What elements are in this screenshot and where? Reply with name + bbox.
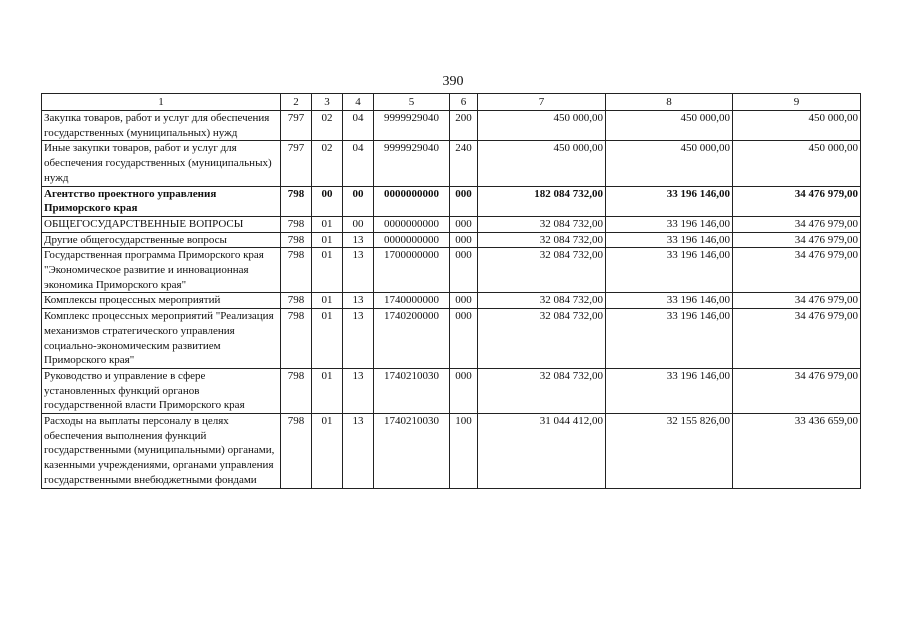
amount-col-9: 34 476 979,00 <box>733 368 861 413</box>
amount-col-7: 32 084 732,00 <box>478 368 606 413</box>
table-row <box>42 293 861 309</box>
section-code: 01 <box>312 232 343 248</box>
section-code: 02 <box>312 141 343 186</box>
target-article-code: 1740000000 <box>374 293 450 309</box>
ministry-code: 797 <box>281 141 312 186</box>
header-cell-1: 1 <box>42 94 281 111</box>
target-article-code: 1740200000 <box>374 309 450 369</box>
section-code: 01 <box>312 414 343 489</box>
amount-col-8: 33 196 146,00 <box>606 293 733 309</box>
amount-col-7: 450 000,00 <box>478 141 606 186</box>
amount-col-8: 33 196 146,00 <box>606 248 733 293</box>
expense-type-code: 000 <box>450 248 478 293</box>
table-row <box>42 368 861 413</box>
header-cell-4: 4 <box>343 94 374 111</box>
subsection-code: 00 <box>343 216 374 232</box>
amount-col-7: 32 084 732,00 <box>478 293 606 309</box>
expense-type-code: 200 <box>450 111 478 141</box>
header-cell-8: 8 <box>606 94 733 111</box>
budget-table <box>41 93 861 489</box>
target-article-code: 9999929040 <box>374 111 450 141</box>
expense-name: Агентство проектного управления Приморского края <box>42 186 281 216</box>
subsection-code: 13 <box>343 309 374 369</box>
ministry-code: 797 <box>281 111 312 141</box>
target-article-code: 9999929040 <box>374 141 450 186</box>
amount-col-9: 34 476 979,00 <box>733 216 861 232</box>
ministry-code: 798 <box>281 186 312 216</box>
target-article-code: 0000000000 <box>374 232 450 248</box>
target-article-code: 0000000000 <box>374 216 450 232</box>
amount-col-7: 182 084 732,00 <box>478 186 606 216</box>
amount-col-9: 34 476 979,00 <box>733 293 861 309</box>
section-code: 00 <box>312 186 343 216</box>
amount-col-7: 32 084 732,00 <box>478 216 606 232</box>
ministry-code: 798 <box>281 293 312 309</box>
expense-name: ОБЩЕГОСУДАРСТВЕННЫЕ ВОПРОСЫ <box>42 216 281 232</box>
header-cell-2: 2 <box>281 94 312 111</box>
table-row <box>42 414 861 489</box>
table-row <box>42 111 861 141</box>
amount-col-9: 34 476 979,00 <box>733 186 861 216</box>
ministry-code: 798 <box>281 232 312 248</box>
amount-col-7: 450 000,00 <box>478 111 606 141</box>
ministry-code: 798 <box>281 248 312 293</box>
expense-type-code: 000 <box>450 309 478 369</box>
header-cell-9: 9 <box>733 94 861 111</box>
amount-col-9: 33 436 659,00 <box>733 414 861 489</box>
expense-type-code: 000 <box>450 232 478 248</box>
table-row <box>42 186 861 216</box>
subsection-code: 04 <box>343 111 374 141</box>
section-code: 01 <box>312 309 343 369</box>
header-row <box>42 94 861 111</box>
table-row <box>42 141 861 186</box>
expense-type-code: 000 <box>450 368 478 413</box>
expense-type-code: 000 <box>450 186 478 216</box>
amount-col-8: 33 196 146,00 <box>606 186 733 216</box>
amount-col-7: 32 084 732,00 <box>478 309 606 369</box>
expense-name: Иные закупки товаров, работ и услуг для обеспечения государственных (муниципальных) нужд <box>42 141 281 186</box>
ministry-code: 798 <box>281 309 312 369</box>
target-article-code: 1740210030 <box>374 368 450 413</box>
header-cell-3: 3 <box>312 94 343 111</box>
expense-type-code: 240 <box>450 141 478 186</box>
subsection-code: 13 <box>343 293 374 309</box>
header-cell-5: 5 <box>374 94 450 111</box>
section-code: 02 <box>312 111 343 141</box>
table-row <box>42 248 861 293</box>
target-article-code: 0000000000 <box>374 186 450 216</box>
expense-name: Закупка товаров, работ и услуг для обеспечения государственных (муниципальных) нужд <box>42 111 281 141</box>
expense-name: Государственная программа Приморского края "Экономическое развитие и инновационная экономика Приморского края" <box>42 248 281 293</box>
subsection-code: 13 <box>343 232 374 248</box>
amount-col-8: 33 196 146,00 <box>606 368 733 413</box>
amount-col-9: 450 000,00 <box>733 141 861 186</box>
amount-col-8: 33 196 146,00 <box>606 232 733 248</box>
header-cell-7: 7 <box>478 94 606 111</box>
subsection-code: 00 <box>343 186 374 216</box>
amount-col-7: 31 044 412,00 <box>478 414 606 489</box>
amount-col-9: 34 476 979,00 <box>733 248 861 293</box>
table-row <box>42 309 861 369</box>
amount-col-8: 450 000,00 <box>606 141 733 186</box>
expense-name: Комплексы процессных мероприятий <box>42 293 281 309</box>
ministry-code: 798 <box>281 216 312 232</box>
expense-name: Другие общегосударственные вопросы <box>42 232 281 248</box>
subsection-code: 13 <box>343 414 374 489</box>
amount-col-8: 450 000,00 <box>606 111 733 141</box>
target-article-code: 1740210030 <box>374 414 450 489</box>
subsection-code: 13 <box>343 248 374 293</box>
page-number: 390 <box>442 74 464 89</box>
section-code: 01 <box>312 248 343 293</box>
section-code: 01 <box>312 216 343 232</box>
amount-col-7: 32 084 732,00 <box>478 248 606 293</box>
expense-name: Руководство и управление в сфере установленных функций органов государственной власти Приморского края <box>42 368 281 413</box>
expense-type-code: 100 <box>450 414 478 489</box>
amount-col-7: 32 084 732,00 <box>478 232 606 248</box>
header-cell-6: 6 <box>450 94 478 111</box>
ministry-code: 798 <box>281 368 312 413</box>
amount-col-8: 32 155 826,00 <box>606 414 733 489</box>
subsection-code: 13 <box>343 368 374 413</box>
amount-col-8: 33 196 146,00 <box>606 216 733 232</box>
expense-type-code: 000 <box>450 216 478 232</box>
expense-name: Расходы на выплаты персоналу в целях обеспечения выполнения функций государственными (муниципальными) органами, казенными учреждениями, органами управления государственными внебюджетными фондами <box>42 414 281 489</box>
section-code: 01 <box>312 293 343 309</box>
expense-type-code: 000 <box>450 293 478 309</box>
subsection-code: 04 <box>343 141 374 186</box>
amount-col-9: 450 000,00 <box>733 111 861 141</box>
table-row <box>42 232 861 248</box>
amount-col-9: 34 476 979,00 <box>733 309 861 369</box>
amount-col-8: 33 196 146,00 <box>606 309 733 369</box>
ministry-code: 798 <box>281 414 312 489</box>
amount-col-9: 34 476 979,00 <box>733 232 861 248</box>
table-row <box>42 216 861 232</box>
target-article-code: 1700000000 <box>374 248 450 293</box>
expense-name: Комплекс процессных мероприятий "Реализация механизмов стратегического управления социально-экономическим развитием Приморского края" <box>42 309 281 369</box>
section-code: 01 <box>312 368 343 413</box>
